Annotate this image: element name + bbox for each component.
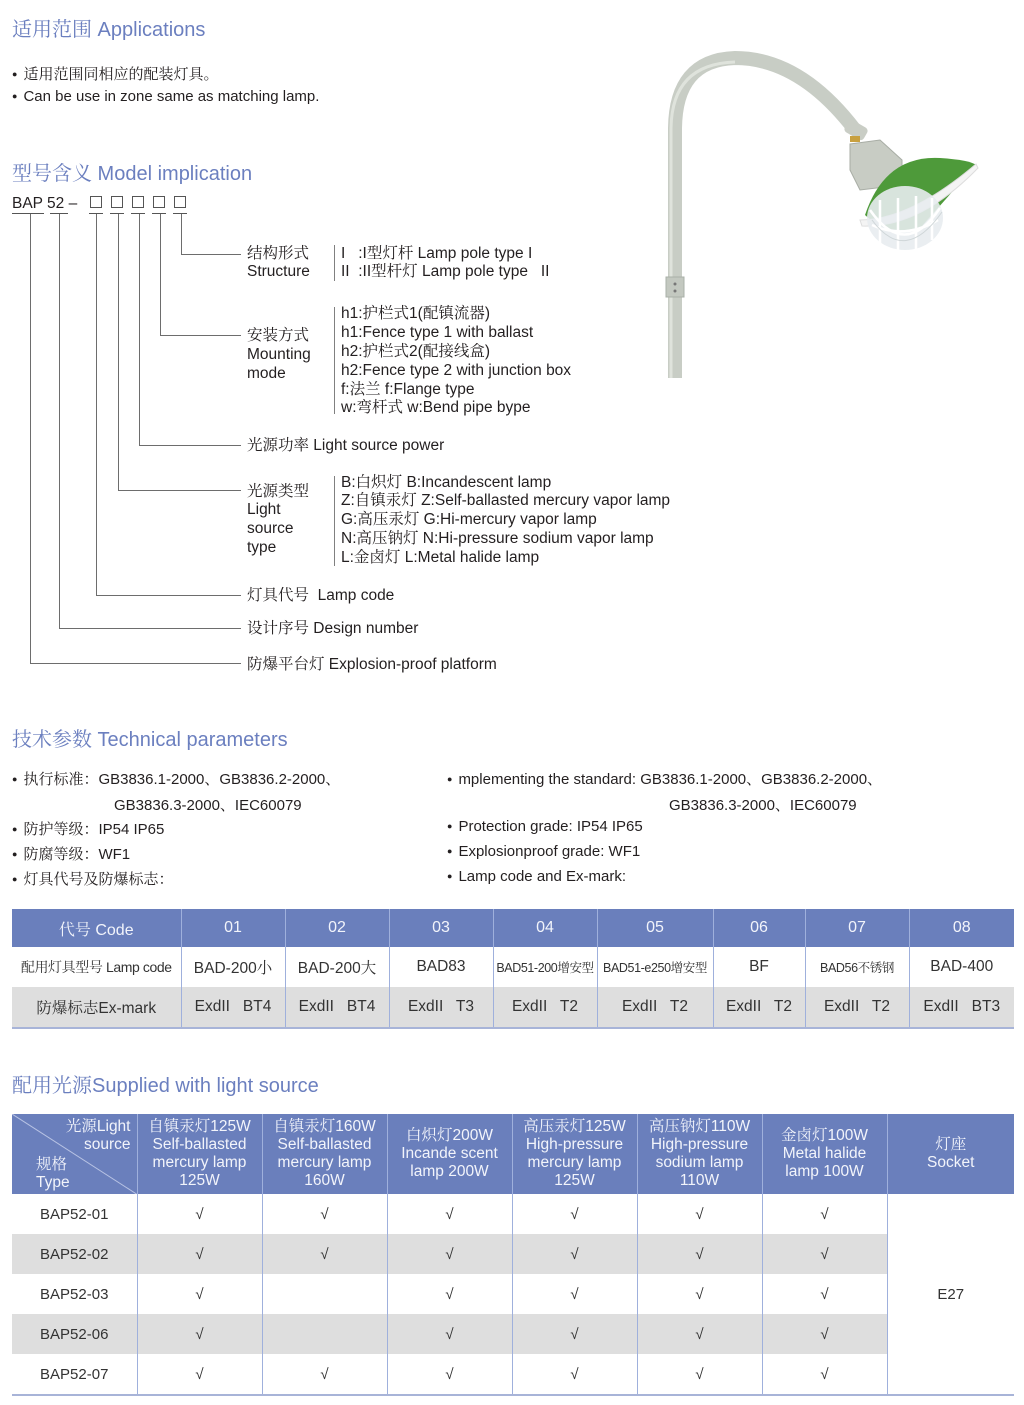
tech-en-standard: ● mplementing the standard: GB3836.1-2000、GB3836.2-2000、 [447, 768, 882, 789]
check-cell: √ [762, 1194, 887, 1234]
platform-label: 防爆平台灯 Explosion-proof platform [247, 656, 497, 673]
tree-line [30, 663, 241, 664]
model-prefix: BAP 52 – [12, 195, 78, 212]
separator [334, 245, 335, 281]
tech-cn-standard-cont: GB3836.3-2000、IEC60079 [114, 797, 302, 814]
check-cell: √ [137, 1234, 262, 1274]
tree-line [59, 214, 60, 629]
applications-bullet-en: ● Can be use in zone same as matching lamp. [12, 88, 319, 105]
row-label: 防爆标志Ex-mark [12, 987, 181, 1028]
tree-line [96, 214, 97, 596]
header-04: 04 [493, 909, 597, 947]
header-02: 02 [285, 909, 389, 947]
check-cell [262, 1274, 387, 1314]
source-type-label-cn: 光源类型 [247, 483, 310, 500]
tech-cn-standard: ● 执行标准：GB3836.1-2000、GB3836.2-2000、 [12, 768, 340, 789]
code-box-power [132, 196, 144, 208]
check-cell: √ [512, 1274, 637, 1314]
col-line: mercury lamp [527, 1154, 622, 1171]
col-line: 110W [679, 1172, 720, 1189]
tree-line [139, 445, 241, 446]
column-header [137, 1114, 262, 1194]
check-cell: √ [762, 1274, 887, 1314]
source-type-option: G:高压汞灯 G:Hi-mercury vapor lamp [341, 511, 597, 528]
source-type-option: N:高压钠灯 N:Hi-pressure sodium vapor lamp [341, 530, 654, 547]
tech-en-lampcode: ● Lamp code and Ex-mark: [447, 868, 626, 885]
table-cell: ExdII BT4 [285, 987, 389, 1028]
col-line: High-pressure [650, 1136, 749, 1153]
source-table-header-row [12, 1114, 1014, 1194]
table-row [12, 1354, 1014, 1395]
check-cell: √ [512, 1354, 637, 1395]
lamp-code-table [12, 909, 1014, 1029]
separator [334, 476, 335, 566]
mounting-label-en-2: mode [247, 365, 286, 382]
mounting-option: w:弯杆式 w:Bend pipe bype [341, 399, 531, 416]
table-cell: BF [713, 947, 805, 987]
col-line: 自镇汞灯160W [273, 1118, 376, 1135]
header-06: 06 [713, 909, 805, 947]
tree-line [118, 490, 241, 491]
light-source-table [12, 1114, 1014, 1396]
table-cell: ExdII BT3 [909, 987, 1014, 1028]
technical-title: 技术参数 Technical parameters [12, 729, 288, 751]
col-line: 白炽灯200W [406, 1127, 493, 1144]
check-cell: √ [137, 1354, 262, 1395]
tree-line [181, 254, 241, 255]
check-cell: √ [762, 1314, 887, 1354]
col-line: lamp 100W [785, 1163, 864, 1180]
check-cell: √ [637, 1234, 762, 1274]
col-line: Incande scent [401, 1145, 498, 1162]
table-cell: BAD83 [389, 947, 493, 987]
code-box-source-type [111, 196, 123, 208]
corner-bottom-1: 规格 [36, 1156, 68, 1173]
check-cell [262, 1314, 387, 1354]
table-cell: ExdII T3 [389, 987, 493, 1028]
column-header [637, 1114, 762, 1194]
structure-option-2: II :II型杆灯 Lamp pole type II [341, 263, 550, 280]
check-cell: √ [512, 1234, 637, 1274]
code-box-lamp-code [90, 196, 102, 208]
col-line: 125W [179, 1172, 220, 1189]
underline-box [131, 213, 145, 214]
table-row [12, 1194, 1014, 1234]
source-type-option: B:白炽灯 B:Incandescent lamp [341, 474, 552, 491]
socket-cell: E27 [887, 1194, 1014, 1395]
source-type-label-en-2: source [247, 520, 294, 537]
header-01: 01 [181, 909, 285, 947]
code-box-mounting [153, 196, 165, 208]
check-cell: √ [637, 1194, 762, 1234]
table-cell: BAD-400 [909, 947, 1014, 987]
check-cell: √ [387, 1274, 512, 1314]
check-cell: √ [262, 1234, 387, 1274]
header-03: 03 [389, 909, 493, 947]
socket-header [887, 1114, 1014, 1194]
check-cell: √ [512, 1194, 637, 1234]
mounting-option: f:法兰 f:Flange type [341, 381, 475, 398]
structure-label-en: Structure [247, 263, 310, 280]
table-cell: BAD-200小 [181, 947, 285, 987]
col-line: 金卤灯100W [781, 1127, 868, 1144]
col-line: lamp 200W [410, 1163, 489, 1180]
tree-line [160, 214, 161, 336]
col-line: mercury lamp [277, 1154, 372, 1171]
mounting-option: h1:护栏式1(配镇流器) [341, 305, 490, 322]
col-line: Socket [927, 1154, 975, 1171]
mounting-label-cn: 安装方式 [247, 327, 310, 344]
check-cell: √ [637, 1274, 762, 1314]
header-08: 08 [909, 909, 1014, 947]
corner-top-1: 光源Light [65, 1118, 131, 1135]
underline-box [152, 213, 166, 214]
lamp-code-label: 灯具代号 Lamp code [247, 587, 395, 604]
type-cell: BAP52-01 [40, 1205, 109, 1223]
check-cell: √ [762, 1234, 887, 1274]
source-type-option: Z:自镇汞灯 Z:Self-ballasted mercury vapor lamp [341, 492, 671, 509]
header-code: 代号 Code [12, 909, 181, 947]
tech-cn-lampcode: ● 灯具代号及防爆标志： [12, 868, 173, 889]
underline-box [173, 213, 187, 214]
lamp-code-row [12, 947, 1014, 987]
check-cell: √ [387, 1234, 512, 1274]
tree-line [160, 335, 241, 336]
check-cell: √ [387, 1194, 512, 1234]
table-cell: BAD51-e250增安型 [597, 947, 713, 987]
mounting-label-en-1: Mounting [247, 346, 311, 363]
applications-bullet-cn: ● 适用范围同相应的配装灯具。 [12, 63, 218, 84]
source-type-label-en-1: Light [247, 501, 281, 518]
check-cell: √ [262, 1194, 387, 1234]
check-cell: √ [387, 1354, 512, 1395]
table-cell: BAD-200大 [285, 947, 389, 987]
col-line: Self-ballasted [277, 1136, 372, 1153]
check-cell: √ [262, 1354, 387, 1395]
col-line: 高压钠灯110W [648, 1118, 751, 1135]
type-cell: BAP52-06 [12, 1314, 137, 1354]
table-cell: ExdII BT4 [181, 987, 285, 1028]
tree-line [59, 628, 241, 629]
col-line: 160W [304, 1172, 345, 1189]
tech-en-protection: ● Protection grade: IP54 IP65 [447, 818, 643, 835]
corner-bottom-2: Type [36, 1174, 70, 1191]
tree-line [30, 214, 31, 664]
tree-line [118, 214, 119, 491]
col-line: Metal halide [782, 1145, 867, 1162]
tech-en-explosion: ● Explosionproof grade: WF1 [447, 843, 640, 860]
tech-cn-protection: ● 防护等级：IP54 IP65 [12, 818, 164, 839]
col-line: 灯座 [935, 1136, 967, 1153]
column-header [387, 1114, 512, 1194]
power-label: 光源功率 Light source power [247, 437, 445, 454]
header-07: 07 [805, 909, 909, 947]
col-line: Self-ballasted [152, 1136, 247, 1153]
separator [334, 307, 335, 414]
check-cell: √ [137, 1194, 262, 1234]
header-05: 05 [597, 909, 713, 947]
table-cell: BAD56不锈钢 [805, 947, 909, 987]
table-cell: ExdII T2 [713, 987, 805, 1028]
source-type-label-en-3: type [247, 539, 277, 556]
tree-line [139, 214, 140, 446]
check-cell: √ [512, 1314, 637, 1354]
corner-top-2: source [83, 1136, 131, 1153]
structure-option-1: I :I型灯杆 Lamp pole type I [341, 245, 533, 262]
tree-line [181, 214, 182, 255]
col-line: High-pressure [525, 1136, 624, 1153]
type-cell: BAP52-03 [40, 1285, 109, 1303]
tree-line [96, 595, 241, 596]
exmark-row [12, 987, 1014, 1028]
check-cell: √ [637, 1314, 762, 1354]
corner-header [12, 1114, 137, 1194]
table-row [12, 1314, 1014, 1354]
design-number-label: 设计序号 Design number [247, 620, 419, 637]
mounting-option: h1:Fence type 1 with ballast [341, 324, 534, 341]
column-header [512, 1114, 637, 1194]
col-line: 高压汞灯125W [523, 1118, 626, 1135]
underline-box [110, 213, 124, 214]
mounting-option: h2:护栏式2(配接线盒) [341, 343, 490, 360]
table-cell: ExdII T2 [493, 987, 597, 1028]
row-label: 配用灯具型号 Lamp code [20, 959, 172, 975]
lamp-pole-illustration [640, 40, 1024, 390]
check-cell: √ [137, 1274, 262, 1314]
source-table-title: 配用光源Supplied with light source [12, 1075, 319, 1097]
col-line: mercury lamp [152, 1154, 247, 1171]
underline-bap [12, 213, 44, 214]
column-header [262, 1114, 387, 1194]
table-row [12, 1234, 1014, 1274]
code-table-header-row [12, 909, 1014, 947]
applications-title: 适用范围 Applications [12, 19, 206, 41]
column-header [762, 1114, 887, 1194]
code-box-structure [174, 196, 186, 208]
col-line: sodium lamp [655, 1154, 744, 1171]
table-cell: ExdII T2 [597, 987, 713, 1028]
col-line: 自镇汞灯125W [148, 1118, 251, 1135]
structure-label-cn: 结构形式 [247, 245, 310, 262]
check-cell: √ [137, 1314, 262, 1354]
check-cell: √ [387, 1314, 512, 1354]
table-cell: BAD51-200增安型 [493, 947, 597, 987]
mounting-option: h2:Fence type 2 with junction box [341, 362, 572, 379]
col-line: 125W [554, 1172, 595, 1189]
table-row [12, 1274, 1014, 1314]
tech-cn-corrosion: ● 防腐等级：WF1 [12, 843, 130, 864]
table-cell: ExdII T2 [805, 987, 909, 1028]
check-cell: √ [637, 1354, 762, 1395]
model-title: 型号含义 Model implication [12, 163, 253, 185]
source-type-option: L:金卤灯 L:Metal halide lamp [341, 549, 540, 566]
check-cell: √ [762, 1354, 887, 1395]
type-cell: BAP52-02 [12, 1234, 137, 1274]
tech-en-standard-cont: GB3836.3-2000、IEC60079 [669, 797, 857, 814]
type-cell: BAP52-07 [12, 1354, 137, 1395]
